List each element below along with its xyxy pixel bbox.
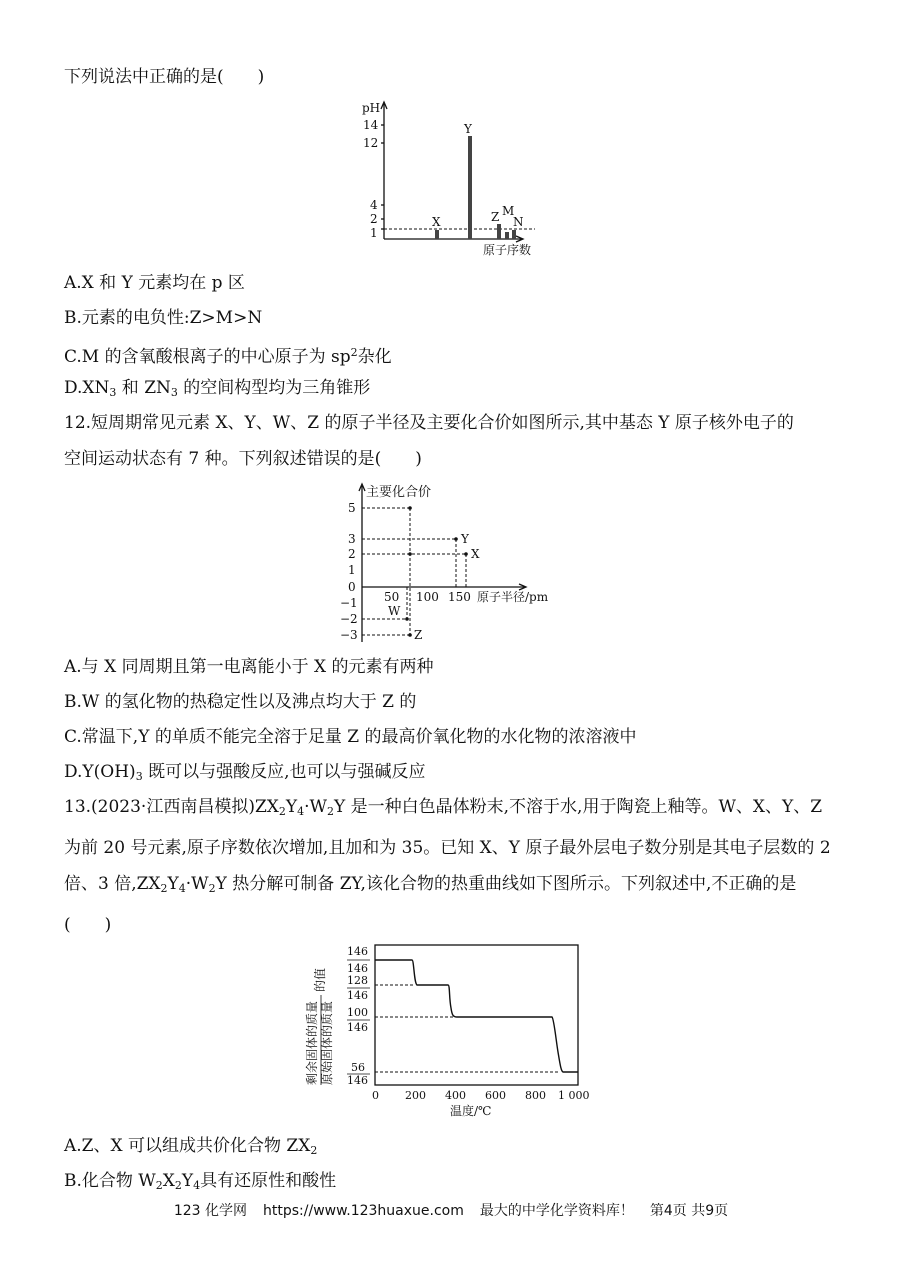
fig1-y-label: pH xyxy=(362,101,381,115)
q13-s2: 4 xyxy=(297,805,305,818)
fig2-tick-0: 0 xyxy=(348,580,356,594)
q11-option-a[interactable]: A.X 和 Y 元素均在 p 区 xyxy=(64,273,245,293)
fig2-tick-neg2: −2 xyxy=(340,612,358,626)
page-footer xyxy=(0,1200,902,1220)
label-w-point: W xyxy=(388,604,401,618)
q13-t7: Y 热分解可制备 ZY,该化合物的热重曲线如下图所示。下列叙述中,不正确的是( ) xyxy=(64,874,797,935)
label-y: Y xyxy=(464,122,472,136)
q13-s3: 2 xyxy=(327,805,335,818)
q13-option-b[interactable] xyxy=(64,1170,336,1197)
q12-option-c[interactable]: C.常温下,Y 的单质不能完全溶于足量 Z 的最高价氧化物的水化物的浓溶液中 xyxy=(64,727,637,747)
bar-m xyxy=(505,232,509,239)
q13-b-text: B.化合物 W xyxy=(64,1171,156,1191)
fig2-x-label: 原子半径/pm xyxy=(477,590,549,604)
frac-top-num: 146 xyxy=(347,945,368,958)
frac-top-den: 146 xyxy=(347,962,368,975)
fig2-tick-neg3: −3 xyxy=(340,628,358,642)
q11-c-sup: 2 xyxy=(350,346,358,359)
q11-d-post: 的空间构型均为三角锥形 xyxy=(177,378,371,398)
fig3-xtick-800: 800 xyxy=(525,1089,546,1102)
q12-option-d[interactable] xyxy=(64,761,426,788)
q13-t1: 13.(2023·江西南昌模拟)ZX xyxy=(64,797,279,817)
fig3-xtick-0: 0 xyxy=(372,1089,379,1102)
q13-t6: ·W xyxy=(185,874,209,894)
q13-b-s3: 4 xyxy=(193,1179,201,1192)
bar-n xyxy=(512,230,516,239)
fig3-plot-frame xyxy=(375,945,578,1085)
fig1-x-label: 原子序数 xyxy=(483,243,532,257)
q13-s5: 4 xyxy=(178,882,186,895)
fig3-y-label-suffix: 的值 xyxy=(313,967,327,992)
q13-b-m1: X xyxy=(162,1171,175,1191)
q13-a-text: A.Z、X 可以组成共价化合物 ZX xyxy=(64,1136,311,1156)
q12-stem-line1: 12.短周期常见元素 X、Y、W、Z 的原子半径及主要化合价如图所示,其中基态 Y 原子核外电子的 xyxy=(64,413,794,433)
frac-128-den: 146 xyxy=(347,989,368,1002)
q13-b-s2: 2 xyxy=(174,1179,182,1192)
fig1-tick-1: 1 xyxy=(370,226,378,240)
q11-option-d[interactable] xyxy=(64,377,370,404)
mass-fraction-curve xyxy=(375,960,578,1072)
fig3-xtick-1000: 1 000 xyxy=(558,1089,590,1102)
point-y xyxy=(454,537,458,541)
bar-x xyxy=(435,230,439,239)
bar-y xyxy=(468,136,472,239)
ph-bar-figure xyxy=(350,98,560,263)
fig1-tick-4: 4 xyxy=(370,198,378,212)
valence-radius-figure xyxy=(330,480,595,648)
q11-option-b[interactable]: B.元素的电负性:Z>M>N xyxy=(64,308,263,328)
q13-b-post: 具有还原性和酸性 xyxy=(200,1171,337,1191)
q12-option-a[interactable]: A.与 X 同周期且第一电离能小于 X 的元素有两种 xyxy=(64,657,434,677)
q11-c-text: C.M 的含氧酸根离子的中心原子为 sp xyxy=(64,347,351,367)
frac-56-den: 146 xyxy=(347,1074,368,1087)
q11-option-c[interactable] xyxy=(64,342,392,368)
q11-c-post: 杂化 xyxy=(357,347,392,367)
fig2-tick-2: 2 xyxy=(348,547,356,561)
fig2-xtick-50: 50 xyxy=(384,590,400,604)
q12-d-text: D.Y(OH) xyxy=(64,762,136,782)
thermogravimetric-figure xyxy=(290,940,610,1120)
footer-site-name: 123 化学网 xyxy=(173,1203,248,1219)
q13-a-sub: 2 xyxy=(310,1144,318,1157)
fig1-tick-12: 12 xyxy=(363,136,379,150)
label-y-point: Y xyxy=(461,532,469,546)
fig2-tick-3: 3 xyxy=(348,532,356,546)
frac-128-num: 128 xyxy=(347,974,368,987)
q13-t3: ·W xyxy=(304,797,328,817)
fig1-tick-14: 14 xyxy=(363,118,379,132)
footer-url-link[interactable]: https://www.123huaxue.com xyxy=(263,1203,464,1219)
q12-option-b[interactable]: B.W 的氢化物的热稳定性以及沸点均大于 Z 的 xyxy=(64,692,417,712)
q13-b-s1: 2 xyxy=(155,1179,163,1192)
fig2-xtick-150: 150 xyxy=(448,590,471,604)
q12-d-sub: 3 xyxy=(135,770,143,783)
fig3-y-label-numerator: 剩余固体的质量 xyxy=(305,1000,319,1085)
fig2-tick-1: 1 xyxy=(348,563,356,577)
frac-100-num: 100 xyxy=(347,1006,368,1019)
label-m: M xyxy=(502,204,515,218)
fig2-y-label: 主要化合价 xyxy=(366,485,432,500)
q13-stem xyxy=(64,789,839,943)
fig3-xtick-400: 400 xyxy=(445,1089,466,1102)
footer-page-number: 第4页 共9页 xyxy=(649,1203,729,1219)
q12-stem-line2: 空间运动状态有 7 种。下列叙述错误的是( ) xyxy=(64,449,422,469)
q13-s1: 2 xyxy=(278,805,286,818)
q13-b-m2: Y xyxy=(181,1171,194,1191)
bar-z xyxy=(497,224,501,239)
footer-slogan: 最大的中学化学资料库！ xyxy=(479,1203,634,1219)
q13-t2: Y xyxy=(285,797,298,817)
q11-d-text: D.XN xyxy=(64,378,110,398)
q13-t4: Y 是一种白色晶体粉末,不溶于水,用于陶瓷上釉等。W、X、Y、Z 为前 20 号元素,原子序数依次增加,且加和为 35。已知 X、Y 原子最外层电子数分别是其电子层数的 2 倍、3 倍,ZX xyxy=(64,797,831,894)
point-z xyxy=(408,633,412,637)
q13-s6: 2 xyxy=(208,882,216,895)
label-z: Z xyxy=(491,210,500,224)
fig2-tick-neg1: −1 xyxy=(340,596,358,610)
point-w xyxy=(405,617,409,621)
fig3-y-label-denominator: 原始固体的质量 xyxy=(320,1000,334,1085)
fig3-xtick-600: 600 xyxy=(485,1089,506,1102)
fig3-xtick-200: 200 xyxy=(405,1089,426,1102)
q11-stem-end: 下列说法中正确的是( ) xyxy=(64,67,265,87)
q13-t5: Y xyxy=(167,874,179,894)
frac-56-num: 56 xyxy=(351,1061,365,1074)
fig1-tick-2: 2 xyxy=(370,212,378,226)
q12-d-post: 既可以与强酸反应,也可以与强碱反应 xyxy=(142,762,426,782)
label-z-point: Z xyxy=(414,628,423,642)
q13-s4: 2 xyxy=(160,882,168,895)
label-x-point: X xyxy=(471,547,480,561)
q13-option-a[interactable] xyxy=(64,1135,317,1162)
label-x: X xyxy=(432,215,441,229)
fig2-tick-5: 5 xyxy=(348,501,356,515)
fig3-x-label: 温度/℃ xyxy=(450,1104,492,1118)
q11-d-mid: 和 ZN xyxy=(116,378,171,398)
point-x xyxy=(464,552,468,556)
fig2-xtick-100: 100 xyxy=(416,590,439,604)
label-n: N xyxy=(513,215,524,229)
frac-100-den: 146 xyxy=(347,1021,368,1034)
q11-d-sub1: 3 xyxy=(109,386,117,399)
q11-d-sub2: 3 xyxy=(170,386,178,399)
